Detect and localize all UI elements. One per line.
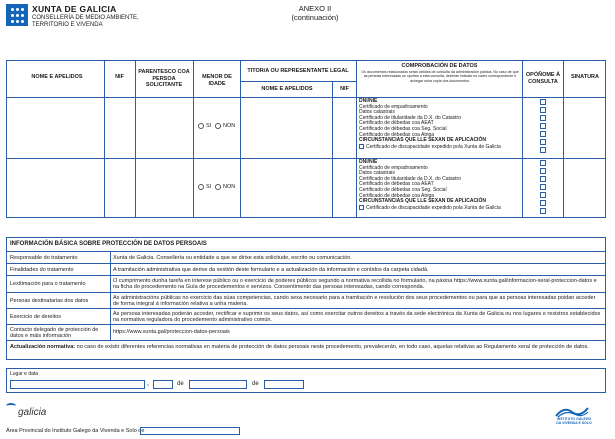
oppose-checkbox-2-3[interactable] (540, 184, 546, 190)
col-minor-header: MENOR DE IDADE (202, 74, 232, 87)
protection-contact-link[interactable]: https://www.xunta.gal/proteccion-datos-persoais (113, 329, 230, 335)
protection-title: INFORMACIÓN BÁSICA SOBRE PROTECCIÓN DE DATOS PERSOAIS (10, 241, 207, 247)
oppose-checkbox-1-3[interactable] (540, 123, 546, 129)
data-protection-table (6, 237, 606, 360)
protection-update-row: Actualización normativa: no caso de existir diferentes referencias normativas en materia de protección de datos persoais neste procedemento, prevalecerán, en todo caso, aquelas relativas ao Regulamento xeral de protección de datos. (7, 340, 605, 361)
radio-circle-icon (198, 184, 204, 190)
protection-row: Finalidades do tratamento A tramitación administrativa que derive da xestión deste formulario e a actualización da información e contidos da carpeta cidadá. (7, 263, 605, 275)
minor-no-radio-2[interactable]: NON (215, 184, 235, 190)
oppose-checkbox-2-6[interactable] (540, 208, 546, 214)
col-oppose-header: OPÓÑOME Á CONSULTA (525, 72, 561, 85)
col-guardian-name-header: NOME E APELIDOS (261, 86, 313, 92)
oppose-checkbox-1-6[interactable] (540, 147, 546, 153)
annex-heading (260, 4, 370, 22)
org-name: XUNTA DE GALICIA (32, 4, 117, 14)
oppose-checkbox-1-0[interactable] (540, 99, 546, 105)
radio-circle-icon (215, 123, 221, 129)
col-name-header: NOME E APELIDOS (31, 74, 83, 80)
oppose-checkbox-1-4[interactable] (540, 131, 546, 137)
col-guardian-nif-header: NIF (340, 86, 349, 92)
disability-checkbox-2[interactable] (359, 205, 364, 210)
xunta-logo (6, 4, 28, 26)
col-guardian-header: TITOR/A OU REPRESENTANTE LEGAL (247, 68, 349, 74)
protection-row: Contacto delegado de protección de datos e máis información https://www.xunta.gal/proteccion-datos-persoais (7, 324, 605, 340)
annex-title: ANEXO II (298, 4, 332, 13)
org-department: CONSELLERÍA DE MEDIO AMBIENTE, TERRITORIO E VIVENDA (32, 15, 139, 28)
protection-row: Lexitimación para o tratamento O cumprimento dunha tarefa en interese público ou o exercicio de poderes públicos segundo a normativa recollida no formulario, na páxina https://www.xunta.gal/informacion-xeral-proteccion-datos e na ficha do procedemento na Guía de procedementos e servizos. Consentimento das persoas interesadas, cando corresponda. (7, 275, 605, 292)
minor-no-radio-1[interactable]: NON (215, 123, 235, 129)
disability-checkbox-1[interactable] (359, 144, 364, 149)
place-date-box (6, 368, 606, 393)
area-province-input[interactable] (140, 427, 240, 435)
oppose-checkbox-2-5[interactable] (540, 200, 546, 206)
galicia-logo-text: galicia (18, 407, 47, 418)
minor-yes-radio-1[interactable]: SI (198, 123, 211, 129)
place-input[interactable] (10, 380, 145, 389)
protection-row: Persoas destinatarias dos datos As administracións públicas no exercicio das súas competencias, cando sexa necesario para a tramitación e resolución dos seus procedementos ou para que as persoas interesadas poidan acceder de forma integral á información relativa a unha materia. (7, 292, 605, 308)
col-signature-header: SINATURA (570, 74, 599, 80)
ivs-logo-text: INSTITUTO GALEGO DA VIVENDA E SOLO (556, 417, 592, 425)
minor-yes-radio-2[interactable]: SI (198, 184, 211, 190)
de-label-2: de (252, 381, 259, 387)
ivs-logo-icon (554, 404, 590, 418)
protection-row: Exercicio de dereitos As persoas interesadas poderán acceder, rectificar e suprimir os seus datos, así como exercitar outros dereitos a través da sede electrónica da Xunta de Galicia ou nos lugares e rexistros establecidos na normativa reguladora do procedemento administrativo común. (7, 308, 605, 324)
check-list-1: DNI/NIE Certificado de empadroamento Datos catastrais Certificado de titularidade da D.X. do Catastro Certificado de débedas coa AEAT Certificado de débedas coa Seg. Social Certificado de débedas coa Atriga CIRCUNSTANCIAS QUE LLE SEXAN DE APLICACIÓN Certificado de discapacidade expedido pola Xunta de Galicia (359, 98, 501, 150)
oppose-checkbox-2-0[interactable] (540, 160, 546, 166)
col-check-header: COMPROBACIÓN DE DATOS (401, 63, 478, 69)
protection-row: Responsable do tratamento Xunta de Galicia. Consellería ou entidade a que se dirixe esta solicitude, escrito ou comunicación. (7, 251, 605, 263)
check-list-2: DNI/NIE Certificado de empadroamento Datos catastrais Certificado de titularidade da D.X. do Catastro Certificado de débedas coa AEAT Certificado de débedas coa Seg. Social Certificado de débedas coa Atriga CIRCUNSTANCIAS QUE LLE SEXAN DE APLICACIÓN Certificado de discapacidade expedido pola Xunta de Galicia (359, 159, 501, 211)
place-date-label: Lugar e data (10, 371, 39, 377)
col-nif-header: NIF (115, 74, 124, 80)
oppose-checkbox-1-2[interactable] (540, 115, 546, 121)
month-input[interactable] (189, 380, 247, 389)
col-check-note: Os documentos relacionados serán obtidos de consulta da administración pública. No caso de que as persoas interesadas se opoñan a esta consulta, deberán indicalo no cadro correspondente e achegar unha copia dos documentos. (361, 70, 519, 83)
galicia-wave-icon (6, 403, 16, 409)
oppose-checkbox-2-4[interactable] (540, 192, 546, 198)
oppose-checkbox-1-1[interactable] (540, 107, 546, 113)
oppose-checkbox-2-1[interactable] (540, 168, 546, 174)
year-input[interactable] (264, 380, 304, 389)
oppose-checkbox-1-5[interactable] (540, 139, 546, 145)
col-kinship-header: PARENTESCO COA PERSOA SOLICITANTE (138, 69, 190, 88)
comma-separator: , (147, 380, 149, 387)
day-input[interactable] (153, 380, 173, 389)
area-label: Área Provincial do Instituto Galego da Vivenda e Solo de (6, 428, 145, 434)
radio-circle-icon (198, 123, 204, 129)
radio-circle-icon (215, 184, 221, 190)
de-label-1: de (177, 381, 184, 387)
oppose-checkbox-2-2[interactable] (540, 176, 546, 182)
annex-subtitle: (continuación) (291, 13, 339, 22)
persons-table (6, 60, 606, 218)
